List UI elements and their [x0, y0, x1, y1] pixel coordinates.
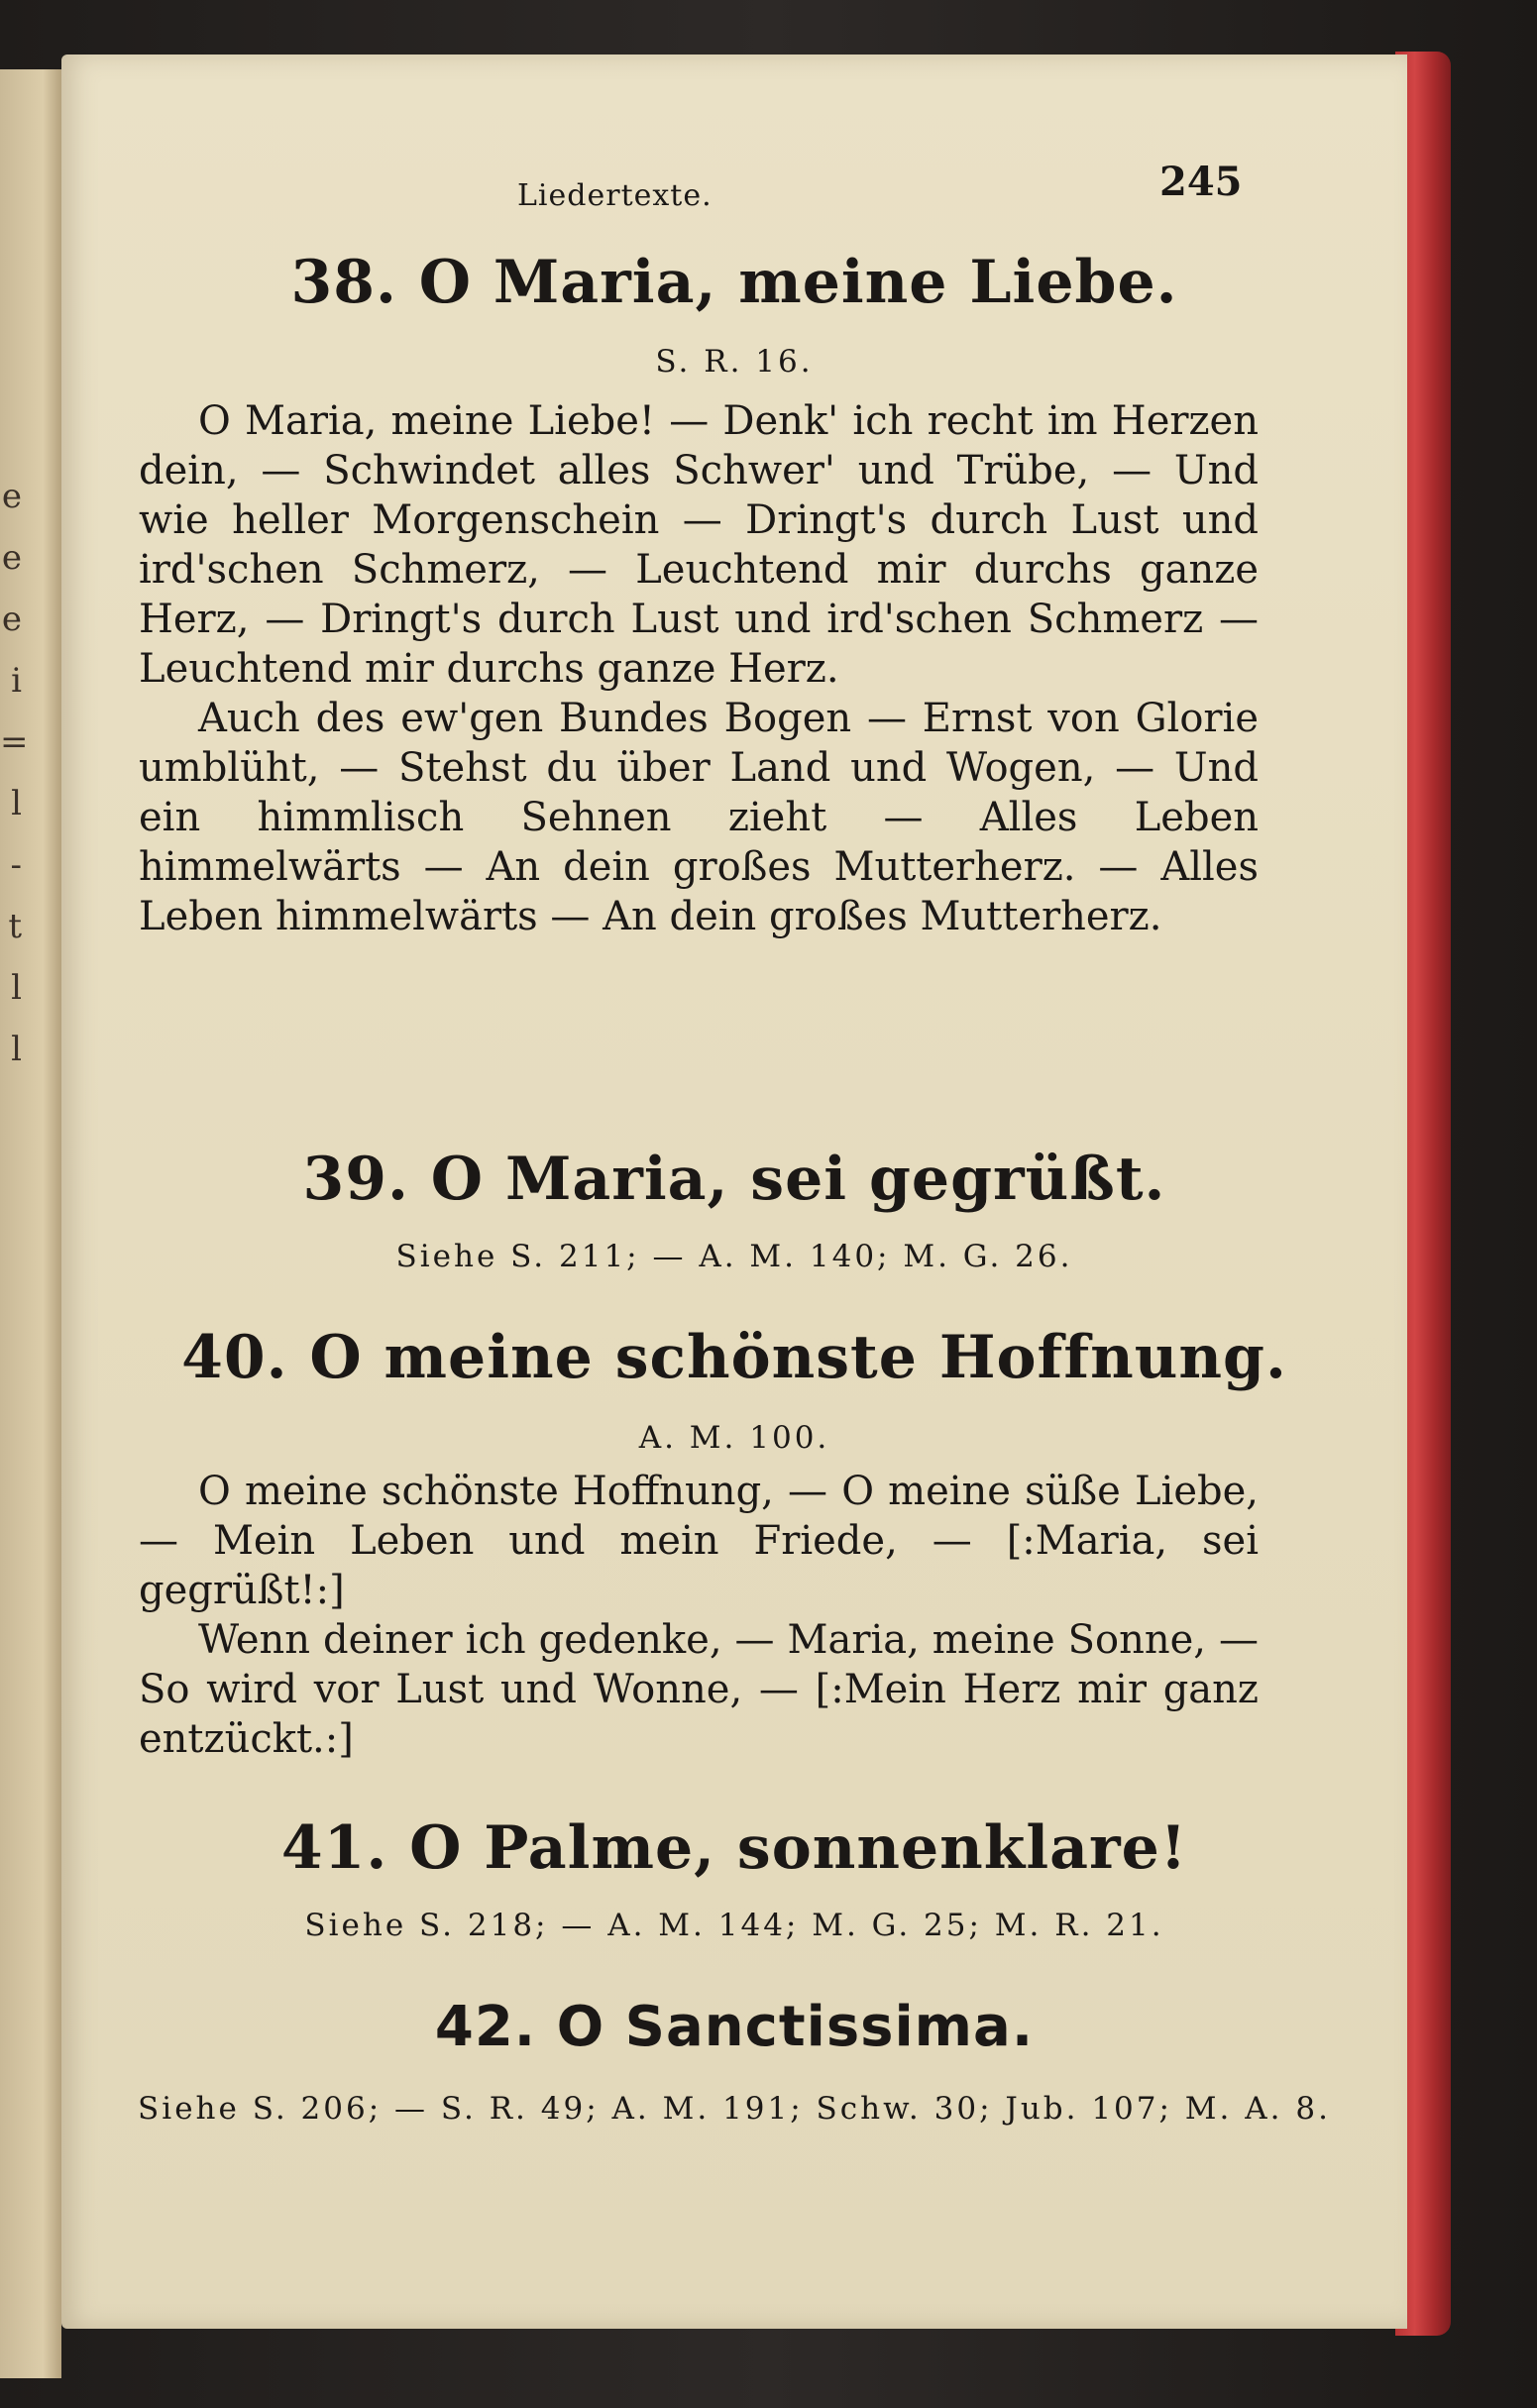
left-fragment: t — [8, 907, 22, 946]
hymn-title-41: 41. O Palme, sonnenklare! — [280, 1813, 1188, 1883]
hymn-reference-41: Siehe S. 218; — A. M. 144; M. G. 25; M. R. 21. — [304, 1908, 1164, 1943]
hymn-title-39: 39. O Maria, sei gegrüßt. — [302, 1145, 1166, 1214]
hymn-reference-38: S. R. 16. — [655, 344, 814, 380]
left-fragment: = — [0, 722, 29, 762]
verse: Wenn deiner ich gedenke, — Maria, meine Sonne, — So wird vor Lust und Wonne, — [:Mein Herz mir ganz entzückt.:] — [139, 1617, 1259, 1762]
hymn-title-38: 38. O Maria, meine Liebe. — [290, 248, 1178, 317]
left-page-text-fragments — [0, 466, 30, 1080]
verse: Auch des ew'gen Bundes Bogen — Ernst von Glorie umblüht, — Stehst du über Land und Wogen, — Und ein himmlisch Sehnen zieht — Alles Leben himmelwärts — An dein großes Mutterherz. — Alles Leben himmelwärts — An dein großes Mutterherz. — [139, 696, 1259, 939]
hymn-reference-39: Siehe S. 211; — A. M. 140; M. G. 26. — [395, 1239, 1073, 1274]
left-fragment: e — [1, 477, 22, 516]
book-page — [61, 55, 1407, 2329]
page-number: 245 — [1159, 159, 1243, 205]
hymn-text-38 — [139, 396, 1259, 941]
left-fragment: l — [11, 1030, 22, 1069]
hymn-text-40 — [139, 1467, 1259, 1764]
left-fragment: l — [11, 968, 22, 1008]
hymn-title-42: 42. O Sanctissima. — [434, 1995, 1035, 2059]
verse: O meine schönste Hoffnung, — O meine süße Liebe, — Mein Leben und mein Friede, — [:Maria, sei gegrüßt!:] — [139, 1469, 1259, 1613]
hymn-reference-40: A. M. 100. — [638, 1420, 830, 1456]
left-fragment: i — [11, 661, 22, 701]
running-head: Liedertexte. — [517, 178, 713, 213]
verse: O Maria, meine Liebe! — Denk' ich recht im Herzen dein, — Schwindet alles Schwer' und Trübe, — Und wie heller Morgenschein — Dringt's durch Lust und ird'schen Schmerz, — Leuchtend mir durchs ganze Herz, — Dringt's durch Lust und ird'schen Schmerz — Leuchtend mir durchs ganze Herz. — [139, 398, 1259, 692]
left-page-edge — [0, 69, 61, 2378]
left-fragment: - — [10, 845, 22, 885]
left-fragment: e — [1, 600, 22, 639]
hymn-title-40: 40. O meine schönste Hoffnung. — [181, 1323, 1287, 1392]
left-fragment: e — [1, 538, 22, 578]
hymn-reference-42: Siehe S. 206; — S. R. 49; A. M. 191; Schw. 30; Jub. 107; M. A. 8. — [138, 2091, 1331, 2127]
left-fragment: l — [11, 784, 22, 823]
